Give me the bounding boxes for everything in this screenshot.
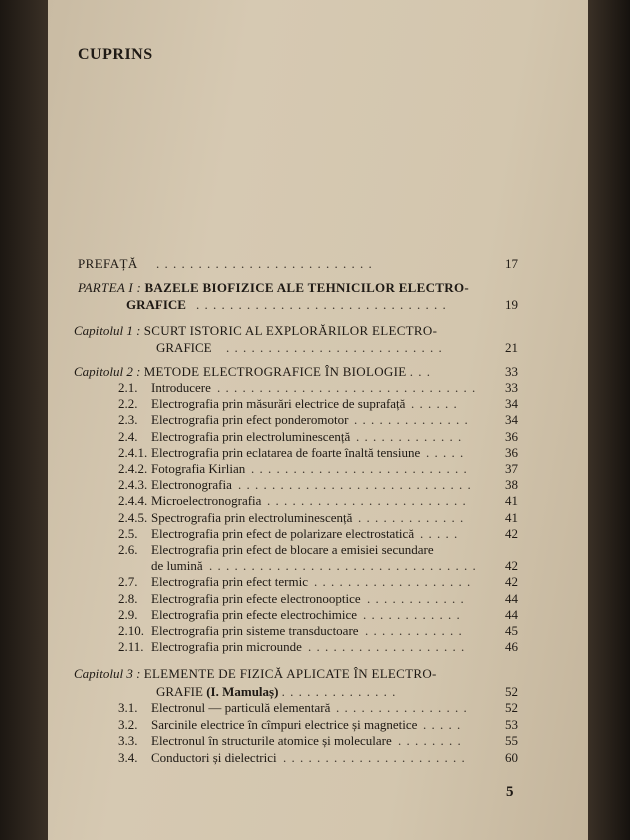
toc-page-number: 34 xyxy=(505,396,518,412)
toc-page-number: 52 xyxy=(505,684,518,699)
section-number: 2.4.5. xyxy=(118,509,148,525)
section-number: 2.2. xyxy=(118,396,138,412)
section-number: 2.4.3. xyxy=(118,477,148,493)
chapter-label: Capitolul 1 : xyxy=(74,323,141,338)
section-title: Electrografia prin efect de blocare a emisiei secundare xyxy=(151,542,434,557)
section-number: 3.2. xyxy=(118,716,138,732)
leader-dots: . . . . . . . . . . . . . . . . . . . . . . . . . . . . . . . . xyxy=(209,558,477,574)
toc-page-number: 19 xyxy=(505,297,518,312)
section-number: 2.7. xyxy=(118,574,138,590)
section-number: 3.4. xyxy=(118,749,138,765)
toc-page-number: 44 xyxy=(505,606,518,622)
toc-chapter-1 xyxy=(74,323,437,339)
leader-dots: . . . . . . . . . . . . . xyxy=(358,509,465,525)
section-title: Electrografia prin microunde xyxy=(151,639,302,655)
leader-dots: . . . . . . . . . . . . . xyxy=(356,428,463,444)
toc-chapter-3-cont xyxy=(156,684,396,700)
leader-dots: . . . . . . . . . . . . . . . . . . . . . . xyxy=(283,749,466,765)
toc-page-number: 41 xyxy=(505,509,518,525)
section-title: Electrografia prin sisteme transductoare xyxy=(151,623,359,638)
leader-dots: . . . . . . . . . . . . . . . . . . . . . . . . xyxy=(267,493,467,509)
chapter-label: Capitolul 3 : xyxy=(74,666,141,681)
section-title: Electrografia prin efecte electronooptice xyxy=(151,590,361,606)
toc-page-number: 41 xyxy=(505,493,518,509)
leader-dots: . . . . . xyxy=(420,525,459,541)
section-title: Conductori și dielectrici xyxy=(151,749,277,765)
leader-dots: . . . xyxy=(409,364,431,379)
leader-dots: . . . . . . . . . . . . xyxy=(363,606,461,622)
toc-chapter-2 xyxy=(74,364,431,380)
chapter-title: METODE ELECTROGRAFICE ÎN BIOLOGIE xyxy=(143,364,407,379)
chapter-title: SCURT ISTORIC AL EXPLORĂRILOR ELECTRO- xyxy=(143,323,438,338)
leader-dots: . . . . . . . . . . . . . . . . . . . . . . . . . . . . . . . xyxy=(217,380,477,395)
chapter-title-line2: GRAFIE xyxy=(156,684,203,699)
leader-dots: . . . . . . . . . . . . . . . . . . . . . . . . . . xyxy=(156,256,373,271)
part-title-line2: GRAFICE xyxy=(126,297,186,312)
section-title: Electrografia prin efecte electrochimice xyxy=(151,606,358,622)
leader-dots: . . . . . xyxy=(426,444,465,460)
toc-page-number: 42 xyxy=(505,558,518,574)
book-edge-shadow xyxy=(588,0,630,840)
chapter-title: ELEMENTE DE FIZICĂ APLICATE ÎN ELECTRO- xyxy=(143,666,437,681)
leader-dots: . . . . . . . . . . . . . . . . . . . xyxy=(314,574,472,590)
toc-part-heading-cont xyxy=(126,297,447,313)
toc-page-number: 55 xyxy=(505,733,518,748)
section-title: Electrografia prin eclatarea de foarte înaltă tensiune xyxy=(151,444,421,460)
leader-dots: . . . . . . . . . . . . . . . . . . . . . . . . . . . . . . xyxy=(196,297,447,312)
section-title: Microelectronografia xyxy=(151,493,262,509)
leader-dots: . . . . . . . . . . . . . . xyxy=(281,684,397,699)
toc-page-number: 38 xyxy=(505,477,518,493)
book-page xyxy=(48,0,588,840)
leader-dots: . . . . . . . . . . . . xyxy=(367,590,465,606)
toc-page-number: 36 xyxy=(505,444,518,460)
toc-page-number: 21 xyxy=(505,340,518,355)
toc-page-number: 37 xyxy=(505,461,518,476)
part-label: PARTEA I : xyxy=(78,280,142,295)
section-title: Electrografia prin efect ponderomotor xyxy=(151,412,349,428)
leader-dots: . . . . . . . . . . . . xyxy=(365,623,463,638)
leader-dots: . . . . . . xyxy=(411,396,458,412)
section-number: 2.4.2. xyxy=(118,461,148,476)
section-number: 3.1. xyxy=(118,700,138,715)
section-number: 2.1. xyxy=(118,380,138,395)
section-number: 2.4.4. xyxy=(118,493,148,509)
leader-dots: . . . . . xyxy=(423,716,462,732)
toc-page-number: 52 xyxy=(505,700,518,715)
section-title: Introducere xyxy=(151,380,211,395)
page-title: CUPRINS xyxy=(78,46,153,63)
toc-entry-title: PREFAȚĂ xyxy=(78,256,138,271)
section-title: Electrografia prin efect termic xyxy=(151,574,308,590)
toc-page-number: 45 xyxy=(505,623,518,638)
toc-page-number: 53 xyxy=(505,716,518,732)
toc-page-number: 17 xyxy=(505,256,518,271)
section-title: Electronul — particulă elementară xyxy=(151,700,331,715)
section-number: 3.3. xyxy=(118,733,138,748)
section-number: 2.3. xyxy=(118,412,138,428)
leader-dots: . . . . . . . . xyxy=(398,733,462,748)
chapter-label: Capitolul 2 : xyxy=(74,364,141,379)
section-number: 2.4. xyxy=(118,428,138,444)
book-spine-shadow xyxy=(0,0,48,840)
leader-dots: . . . . . . . . . . . . . . xyxy=(354,412,469,428)
chapter-title-line2: GRAFICE xyxy=(156,340,212,355)
section-title: Fotografia Kirlian xyxy=(151,461,246,476)
section-number: 2.10. xyxy=(118,623,144,638)
toc-page-number: 33 xyxy=(505,364,518,379)
section-title: Electrografia prin efect de polarizare electrostatică xyxy=(151,525,415,541)
leader-dots: . . . . . . . . . . . . . . . . . . . xyxy=(308,639,466,655)
section-number: 2.8. xyxy=(118,590,138,606)
leader-dots: . . . . . . . . . . . . . . . . . . . . . . . . . . xyxy=(226,340,443,355)
chapter-author: (I. Mamulaș) xyxy=(206,684,279,699)
section-title: Electrografia prin măsurări electrice de suprafață xyxy=(151,396,406,412)
section-title: Electronul în structurile atomice și moleculare xyxy=(151,733,392,748)
section-title: de lumină xyxy=(151,558,203,574)
toc-page-number: 60 xyxy=(505,749,518,765)
section-title: Electronografia xyxy=(151,477,232,493)
section-title: Sarcinile electrice în cîmpuri electrice și magnetice xyxy=(151,716,418,732)
toc-page-number: 34 xyxy=(505,412,518,428)
toc-part-heading xyxy=(78,280,469,296)
toc-page-number: 42 xyxy=(505,525,518,541)
leader-dots: . . . . . . . . . . . . . . . . xyxy=(336,700,468,715)
section-number: 2.9. xyxy=(118,606,138,622)
toc-page-number: 44 xyxy=(505,590,518,606)
toc-chapter-1-cont xyxy=(156,340,443,356)
toc-page-number: 42 xyxy=(505,574,518,590)
section-number: 2.4.1. xyxy=(118,444,148,460)
leader-dots: . . . . . . . . . . . . . . . . . . . . . . . . . . . . xyxy=(238,477,472,493)
section-number: 2.11. xyxy=(118,639,144,655)
section-number: 2.6. xyxy=(118,542,138,557)
section-number: 2.5. xyxy=(118,525,138,541)
toc-page-number: 36 xyxy=(505,428,518,444)
toc-page-number: 33 xyxy=(505,380,518,395)
toc-chapter-3 xyxy=(74,666,437,682)
part-title: BAZELE BIOFIZICE ALE TEHNICILOR ELECTRO- xyxy=(144,280,470,295)
section-title: Electrografia prin electroluminescență xyxy=(151,428,351,444)
section-title: Spectrografia prin electroluminescență xyxy=(151,509,353,525)
page-number: 5 xyxy=(506,784,514,800)
leader-dots: . . . . . . . . . . . . . . . . . . . . . . . . . . xyxy=(251,461,468,476)
toc-page-number: 46 xyxy=(505,639,518,655)
